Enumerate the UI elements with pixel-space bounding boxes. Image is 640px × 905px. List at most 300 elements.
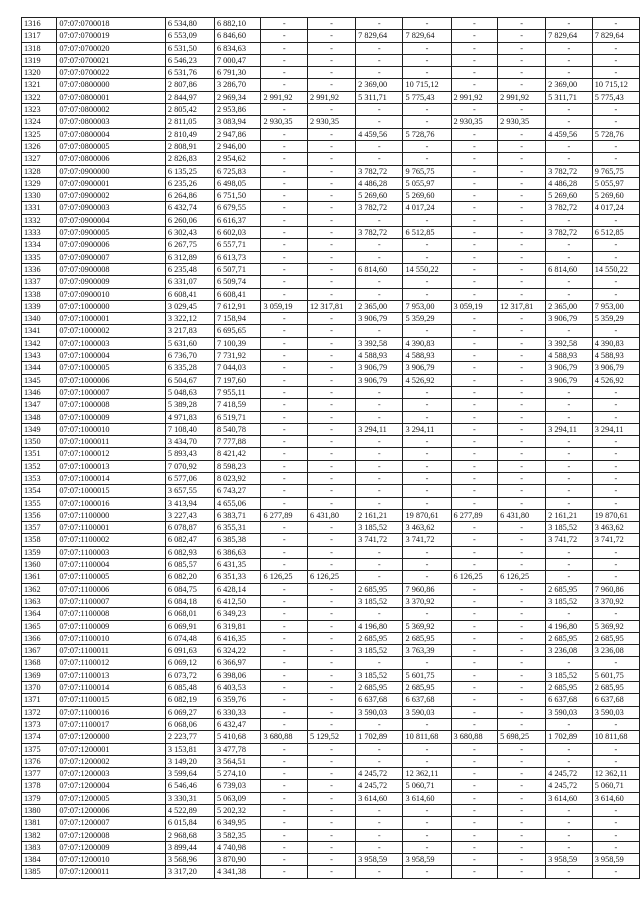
value-cell: - [261,288,308,300]
value-cell: - [498,632,546,644]
value-cell: 6 084,18 [165,595,214,607]
table-row [22,386,640,398]
table-row [22,448,640,460]
value-cell: - [261,669,308,681]
value-cell: - [356,866,403,878]
value-cell: - [403,140,451,152]
row-number-cell: 1376 [22,755,57,767]
value-cell: 6 431,35 [214,559,261,571]
value-cell: - [308,140,356,152]
value-cell: - [261,854,308,866]
value-cell: 6 260,06 [165,214,214,226]
table-row [22,559,640,571]
value-cell: - [261,682,308,694]
value-cell: 5 311,71 [356,91,403,103]
value-cell: 6 312,89 [165,251,214,263]
value-cell: - [308,866,356,878]
value-cell: - [403,399,451,411]
value-cell: - [356,239,403,251]
value-cell: - [403,153,451,165]
value-cell: - [498,669,546,681]
value-cell: 6 509,74 [214,276,261,288]
value-cell: - [403,743,451,755]
cadastral-number-cell: 07:07:1100014 [57,682,166,694]
value-cell: - [403,546,451,558]
value-cell: - [403,116,451,128]
value-cell: 3 958,59 [592,854,639,866]
value-cell: - [261,805,308,817]
value-cell: 6 235,48 [165,263,214,275]
cadastral-number-cell: 07:07:1200005 [57,792,166,804]
row-number-cell: 1384 [22,854,57,866]
value-cell: 7 953,00 [403,300,451,312]
value-cell: 3 029,45 [165,300,214,312]
value-cell: 5 775,43 [403,91,451,103]
value-cell: 5 775,43 [592,91,639,103]
value-cell: 5 311,71 [546,91,593,103]
value-cell: - [356,472,403,484]
row-number-cell: 1352 [22,460,57,472]
value-cell: - [546,214,593,226]
value-cell: - [592,485,639,497]
value-cell: 2 811,05 [165,116,214,128]
value-cell: 4 588,93 [592,350,639,362]
table-row [22,522,640,534]
value-cell: - [498,386,546,398]
value-cell: - [498,140,546,152]
value-cell: 7 955,11 [214,386,261,398]
value-cell: - [451,706,498,718]
value-cell: 3 185,52 [356,669,403,681]
value-cell: - [451,190,498,202]
table-row [22,140,640,152]
cadastral-number-cell: 07:07:1100001 [57,522,166,534]
value-cell: - [261,755,308,767]
value-cell: - [451,534,498,546]
value-cell: - [592,411,639,423]
value-cell: - [498,866,546,878]
cadastral-number-cell: 07:07:0700022 [57,67,166,79]
value-cell: 4 655,06 [214,497,261,509]
value-cell: 6 069,91 [165,620,214,632]
value-cell: 4 486,28 [546,177,593,189]
value-cell: - [308,263,356,275]
value-cell: - [308,153,356,165]
value-cell: - [403,571,451,583]
table-row [22,780,640,792]
value-cell: 6 814,60 [546,263,593,275]
table-row [22,177,640,189]
value-cell: - [403,805,451,817]
value-cell: 3 294,11 [356,423,403,435]
row-number-cell: 1370 [22,682,57,694]
value-cell: 3 185,52 [546,522,593,534]
value-cell: 2 369,00 [356,79,403,91]
value-cell: 3 153,81 [165,743,214,755]
value-cell: 6 383,71 [214,509,261,521]
value-cell: 6 834,63 [214,42,261,54]
value-cell: - [546,559,593,571]
value-cell: 2 991,92 [498,91,546,103]
table-row [22,595,640,607]
value-cell: 6 335,28 [165,362,214,374]
value-cell: - [261,337,308,349]
value-cell: - [403,436,451,448]
value-cell: 6 412,50 [214,595,261,607]
cadastral-number-cell: 07:07:1200007 [57,817,166,829]
value-cell: 6 512,85 [592,227,639,239]
value-cell: 7 829,64 [403,30,451,42]
cadastral-number-cell: 07:07:1000008 [57,399,166,411]
value-cell: - [546,718,593,730]
cadastral-number-cell: 07:07:0900009 [57,276,166,288]
value-cell: 3 906,79 [546,313,593,325]
value-cell: - [498,805,546,817]
value-cell: - [261,866,308,878]
value-cell: 8 598,23 [214,460,261,472]
value-cell: 2 365,00 [546,300,593,312]
value-cell: - [498,128,546,140]
value-cell: 8 421,42 [214,448,261,460]
value-cell: - [403,497,451,509]
value-cell: 5 359,29 [592,313,639,325]
value-cell: - [546,239,593,251]
table-row [22,682,640,694]
cadastral-number-cell: 07:07:1000009 [57,411,166,423]
value-cell: 4 526,92 [592,374,639,386]
value-cell: 7 829,64 [546,30,593,42]
value-cell: - [261,239,308,251]
value-cell: - [356,411,403,423]
value-cell: 6 519,71 [214,411,261,423]
value-cell: 3 782,72 [546,202,593,214]
cadastral-value-table [21,17,640,879]
cadastral-number-cell: 07:07:1100007 [57,595,166,607]
value-cell: - [261,436,308,448]
value-cell: 4 245,72 [546,768,593,780]
row-number-cell: 1333 [22,227,57,239]
value-cell: 3 227,43 [165,509,214,521]
table-row [22,743,640,755]
row-number-cell: 1361 [22,571,57,583]
value-cell: 4 588,93 [546,350,593,362]
row-number-cell: 1338 [22,288,57,300]
value-cell: - [451,313,498,325]
value-cell: - [261,829,308,841]
row-number-cell: 1340 [22,313,57,325]
cadastral-number-cell: 07:07:1200002 [57,755,166,767]
value-cell: - [403,817,451,829]
value-cell: - [308,522,356,534]
row-number-cell: 1349 [22,423,57,435]
value-cell: - [308,288,356,300]
value-cell: 4 196,80 [546,620,593,632]
value-cell: - [451,399,498,411]
value-cell: 5 048,63 [165,386,214,398]
value-cell: 6 078,87 [165,522,214,534]
value-cell: - [498,239,546,251]
value-cell: 6 679,55 [214,202,261,214]
value-cell: 3 370,92 [592,595,639,607]
value-cell: - [308,239,356,251]
cadastral-number-cell: 07:07:0800005 [57,140,166,152]
value-cell: - [451,54,498,66]
value-cell: - [546,485,593,497]
value-cell: - [403,42,451,54]
value-cell: 7 070,92 [165,460,214,472]
value-cell: - [308,595,356,607]
value-cell: - [592,657,639,669]
value-cell: 5 063,09 [214,792,261,804]
row-number-cell: 1325 [22,128,57,140]
value-cell: - [451,608,498,620]
value-cell: 6 531,76 [165,67,214,79]
cadastral-number-cell: 07:07:0700018 [57,18,166,30]
value-cell: - [403,829,451,841]
table-row [22,472,640,484]
cadastral-number-cell: 07:07:1000000 [57,300,166,312]
value-cell: 2 685,95 [403,682,451,694]
value-cell: - [498,792,546,804]
value-cell: - [308,165,356,177]
value-cell: - [308,202,356,214]
value-cell: 6 553,09 [165,30,214,42]
value-cell: 3 590,03 [403,706,451,718]
value-cell: 3 614,60 [403,792,451,804]
table-row [22,214,640,226]
value-cell: 3 870,90 [214,854,261,866]
value-cell: - [451,682,498,694]
value-cell: 3 782,72 [356,227,403,239]
value-cell: - [498,165,546,177]
value-cell: - [261,128,308,140]
value-cell: 2 826,83 [165,153,214,165]
value-cell: - [546,460,593,472]
value-cell: - [498,780,546,792]
row-number-cell: 1362 [22,583,57,595]
value-cell: - [546,140,593,152]
value-cell: - [308,42,356,54]
cadastral-number-cell: 07:07:1000014 [57,472,166,484]
value-cell: 6 736,70 [165,350,214,362]
value-cell: 2 685,95 [356,583,403,595]
value-cell: 3 217,83 [165,325,214,337]
value-cell: 6 085,57 [165,559,214,571]
table-row [22,460,640,472]
value-cell: - [261,251,308,263]
value-cell: 3 590,03 [356,706,403,718]
value-cell: - [261,460,308,472]
cadastral-number-cell: 07:07:0800002 [57,104,166,116]
value-cell: - [498,522,546,534]
value-cell: - [451,817,498,829]
value-cell: 3 958,59 [546,854,593,866]
value-cell: 6 082,47 [165,534,214,546]
value-cell: - [498,313,546,325]
value-cell: - [261,497,308,509]
value-cell: - [498,153,546,165]
value-cell: - [308,251,356,263]
value-cell: 6 366,97 [214,657,261,669]
value-cell: - [356,497,403,509]
table-row [22,18,640,30]
table-row [22,792,640,804]
value-cell: - [592,251,639,263]
row-number-cell: 1335 [22,251,57,263]
table-row [22,399,640,411]
value-cell: - [261,18,308,30]
value-cell: - [498,325,546,337]
table-row [22,337,640,349]
value-cell: 6 546,23 [165,54,214,66]
value-cell: - [356,67,403,79]
value-cell: 2 991,92 [308,91,356,103]
table-row [22,91,640,103]
row-number-cell: 1337 [22,276,57,288]
value-cell: - [308,718,356,730]
table-row [22,485,640,497]
value-cell: - [261,30,308,42]
row-number-cell: 1359 [22,546,57,558]
value-cell: - [451,595,498,607]
value-cell: - [308,854,356,866]
value-cell: 5 601,75 [403,669,451,681]
value-cell: 3 741,72 [356,534,403,546]
value-cell: - [308,350,356,362]
value-cell: - [498,276,546,288]
cadastral-number-cell: 07:07:0800000 [57,79,166,91]
value-cell: - [403,657,451,669]
value-cell: 5 269,60 [356,190,403,202]
value-cell: - [451,841,498,853]
value-cell: 6 267,75 [165,239,214,251]
value-cell: 7 100,39 [214,337,261,349]
value-cell: 10 811,68 [592,731,639,743]
value-cell: - [356,251,403,263]
value-cell: - [403,485,451,497]
value-cell: 6 069,12 [165,657,214,669]
value-cell: - [498,436,546,448]
value-cell: 6 751,50 [214,190,261,202]
row-number-cell: 1369 [22,669,57,681]
value-cell: 3 392,58 [356,337,403,349]
value-cell: - [498,817,546,829]
value-cell: 6 546,46 [165,780,214,792]
value-cell: 6 082,20 [165,571,214,583]
cadastral-number-cell: 07:07:0900002 [57,190,166,202]
value-cell: 3 958,59 [403,854,451,866]
value-cell: - [403,54,451,66]
value-cell: 7 829,64 [592,30,639,42]
value-cell: 6 355,31 [214,522,261,534]
value-cell: - [451,755,498,767]
table-row [22,583,640,595]
value-cell: 10 715,12 [592,79,639,91]
table-row [22,546,640,558]
value-cell: 3 763,39 [403,645,451,657]
cadastral-number-cell: 07:07:1100002 [57,534,166,546]
row-number-cell: 1343 [22,350,57,362]
value-cell: 5 369,92 [592,620,639,632]
value-cell: 3 906,79 [592,362,639,374]
table-row [22,190,640,202]
table-row [22,227,640,239]
row-number-cell: 1383 [22,841,57,853]
value-cell: 2 991,92 [261,91,308,103]
value-cell: 3 434,70 [165,436,214,448]
value-cell: - [308,743,356,755]
value-cell: 6 085,48 [165,682,214,694]
value-cell: - [261,214,308,226]
value-cell: 9 765,75 [403,165,451,177]
value-cell: 3 294,11 [592,423,639,435]
value-cell: 7 197,60 [214,374,261,386]
value-cell: - [498,79,546,91]
value-cell: 3 149,20 [165,755,214,767]
row-number-cell: 1342 [22,337,57,349]
row-number-cell: 1372 [22,706,57,718]
value-cell: - [261,79,308,91]
value-cell: - [308,780,356,792]
value-cell: 7 953,00 [592,300,639,312]
value-cell: 5 698,25 [498,731,546,743]
table-row [22,571,640,583]
value-cell: - [498,645,546,657]
table-row [22,620,640,632]
value-cell: 9 765,75 [592,165,639,177]
value-cell: - [451,350,498,362]
value-cell: 3 294,11 [546,423,593,435]
value-cell: - [451,522,498,534]
value-cell: 3 590,03 [592,706,639,718]
value-cell: - [546,104,593,116]
value-cell: - [498,18,546,30]
row-number-cell: 1381 [22,817,57,829]
value-cell: - [498,718,546,730]
value-cell: - [356,718,403,730]
value-cell: - [451,768,498,780]
value-cell: - [308,374,356,386]
value-cell: - [451,362,498,374]
value-cell: - [356,546,403,558]
value-cell: 4 245,72 [546,780,593,792]
value-cell: - [498,263,546,275]
cadastral-number-cell: 07:07:1200000 [57,731,166,743]
value-cell: - [451,165,498,177]
value-cell: 6 398,06 [214,669,261,681]
value-cell: - [546,276,593,288]
value-cell: - [308,386,356,398]
value-cell: 6 602,03 [214,227,261,239]
value-cell: 12 317,81 [498,300,546,312]
value-cell: - [592,67,639,79]
value-cell: 3 185,52 [356,595,403,607]
value-cell: 2 161,21 [356,509,403,521]
row-number-cell: 1334 [22,239,57,251]
table-row [22,423,640,435]
table-row [22,54,640,66]
value-cell: - [356,288,403,300]
value-cell: - [546,399,593,411]
value-cell: - [308,559,356,571]
value-cell: - [451,497,498,509]
value-cell: - [356,841,403,853]
cadastral-number-cell: 07:07:1200008 [57,829,166,841]
cadastral-number-cell: 07:07:1100003 [57,546,166,558]
value-cell: 8 023,92 [214,472,261,484]
value-cell: - [403,718,451,730]
value-cell: - [356,436,403,448]
